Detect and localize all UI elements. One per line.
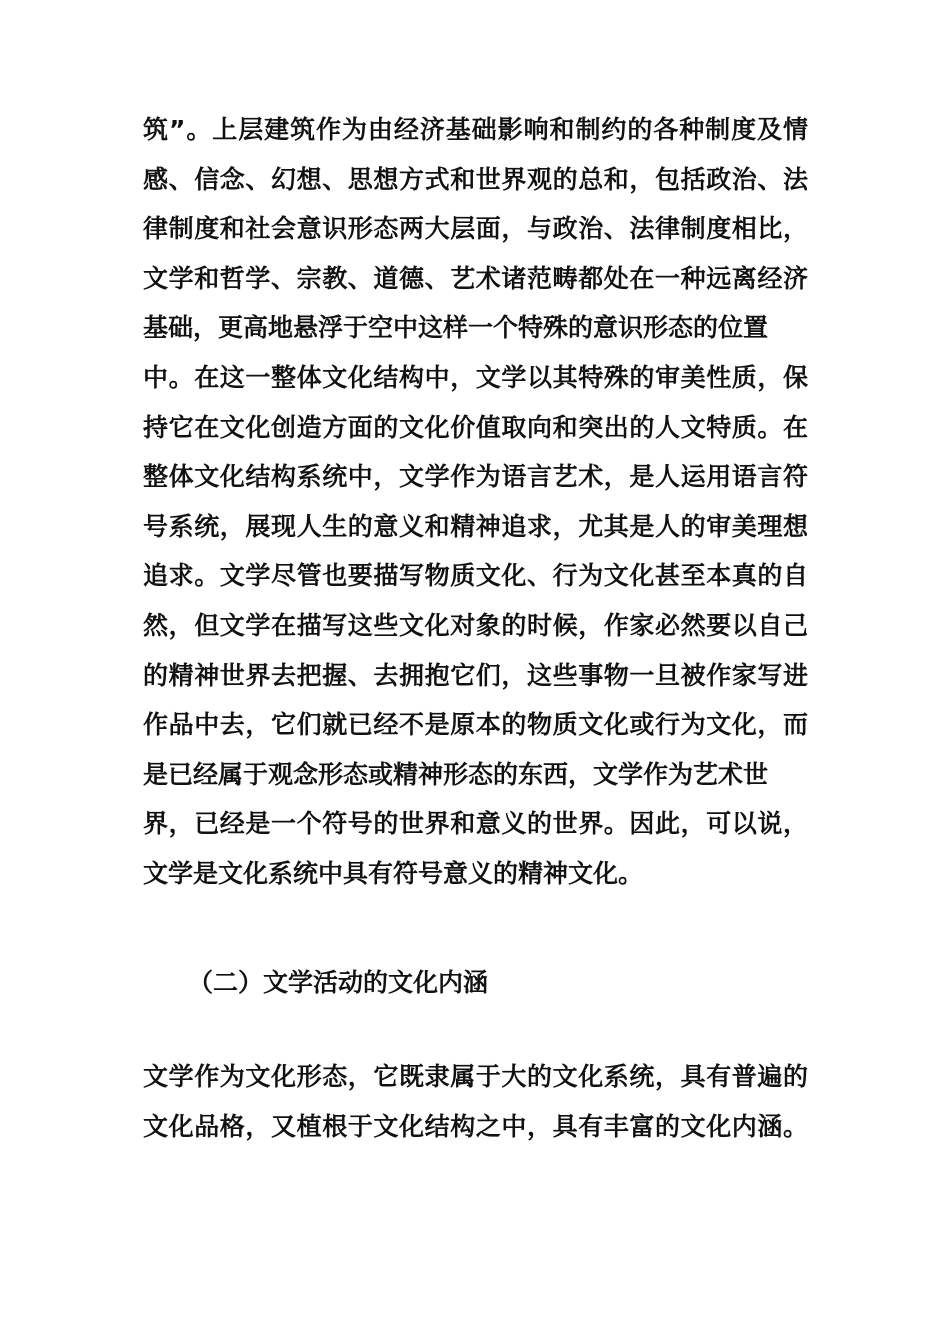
text-line: 界，已经是一个符号的世界和意义的世界。因此，可以说， <box>143 809 808 839</box>
text-line: 的精神世界去把握、去拥抱它们，这些事物一旦被作家写进 <box>143 660 808 690</box>
body-paragraph-1 <box>143 105 808 899</box>
section-heading-text: （二）文学活动的文化内涵 <box>188 968 489 997</box>
text-line: 号系统，展现人生的意义和精神追求，尤其是人的审美理想 <box>143 511 808 541</box>
text-line: 律制度和社会意识形态两大层面，与政治、法律制度相比， <box>143 214 808 244</box>
text-line: 基础，更高地悬浮于空中这样一个特殊的意识形态的位置 <box>143 313 769 343</box>
text-line: 感、信念、幻想、思想方式和世界观的总和，包括政治、法 <box>143 164 808 194</box>
text-line: 持它在文化创造方面的文化价值取向和突出的人文特质。在 <box>143 412 808 442</box>
text-line: 追求。文学尽管也要描写物质文化、行为文化甚至本真的自 <box>143 561 808 591</box>
text-line: 文学和哲学、宗教、道德、艺术诸范畴都处在一种远离经济 <box>143 263 808 293</box>
text-line: 筑”。上层建筑作为由经济基础影响和制约的各种制度及情 <box>143 115 808 144</box>
text-line: 作品中去，它们就已经不是原本的物质文化或行为文化，而 <box>143 710 808 740</box>
text-line: 整体文化结构系统中，文学作为语言艺术，是人运用语言符 <box>143 462 808 492</box>
section-heading <box>188 958 588 1008</box>
text-line: 文学作为文化形态，它既隶属于大的文化系统，具有普遍的 <box>143 1062 808 1091</box>
text-line: 文化品格，又植根于文化结构之中，具有丰富的文化内涵。 <box>143 1111 808 1141</box>
text-line: 是已经属于观念形态或精神形态的东西，文学作为艺术世 <box>143 759 769 789</box>
text-line: 文学是文化系统中具有符号意义的精神文化。 <box>143 858 644 888</box>
text-line: 然，但文学在描写这些文化对象的时候，作家必然要以自己 <box>143 610 808 640</box>
body-paragraph-2 <box>143 1052 808 1151</box>
text-line: 中。在这一整体文化结构中，文学以其特殊的审美性质，保 <box>143 362 808 392</box>
